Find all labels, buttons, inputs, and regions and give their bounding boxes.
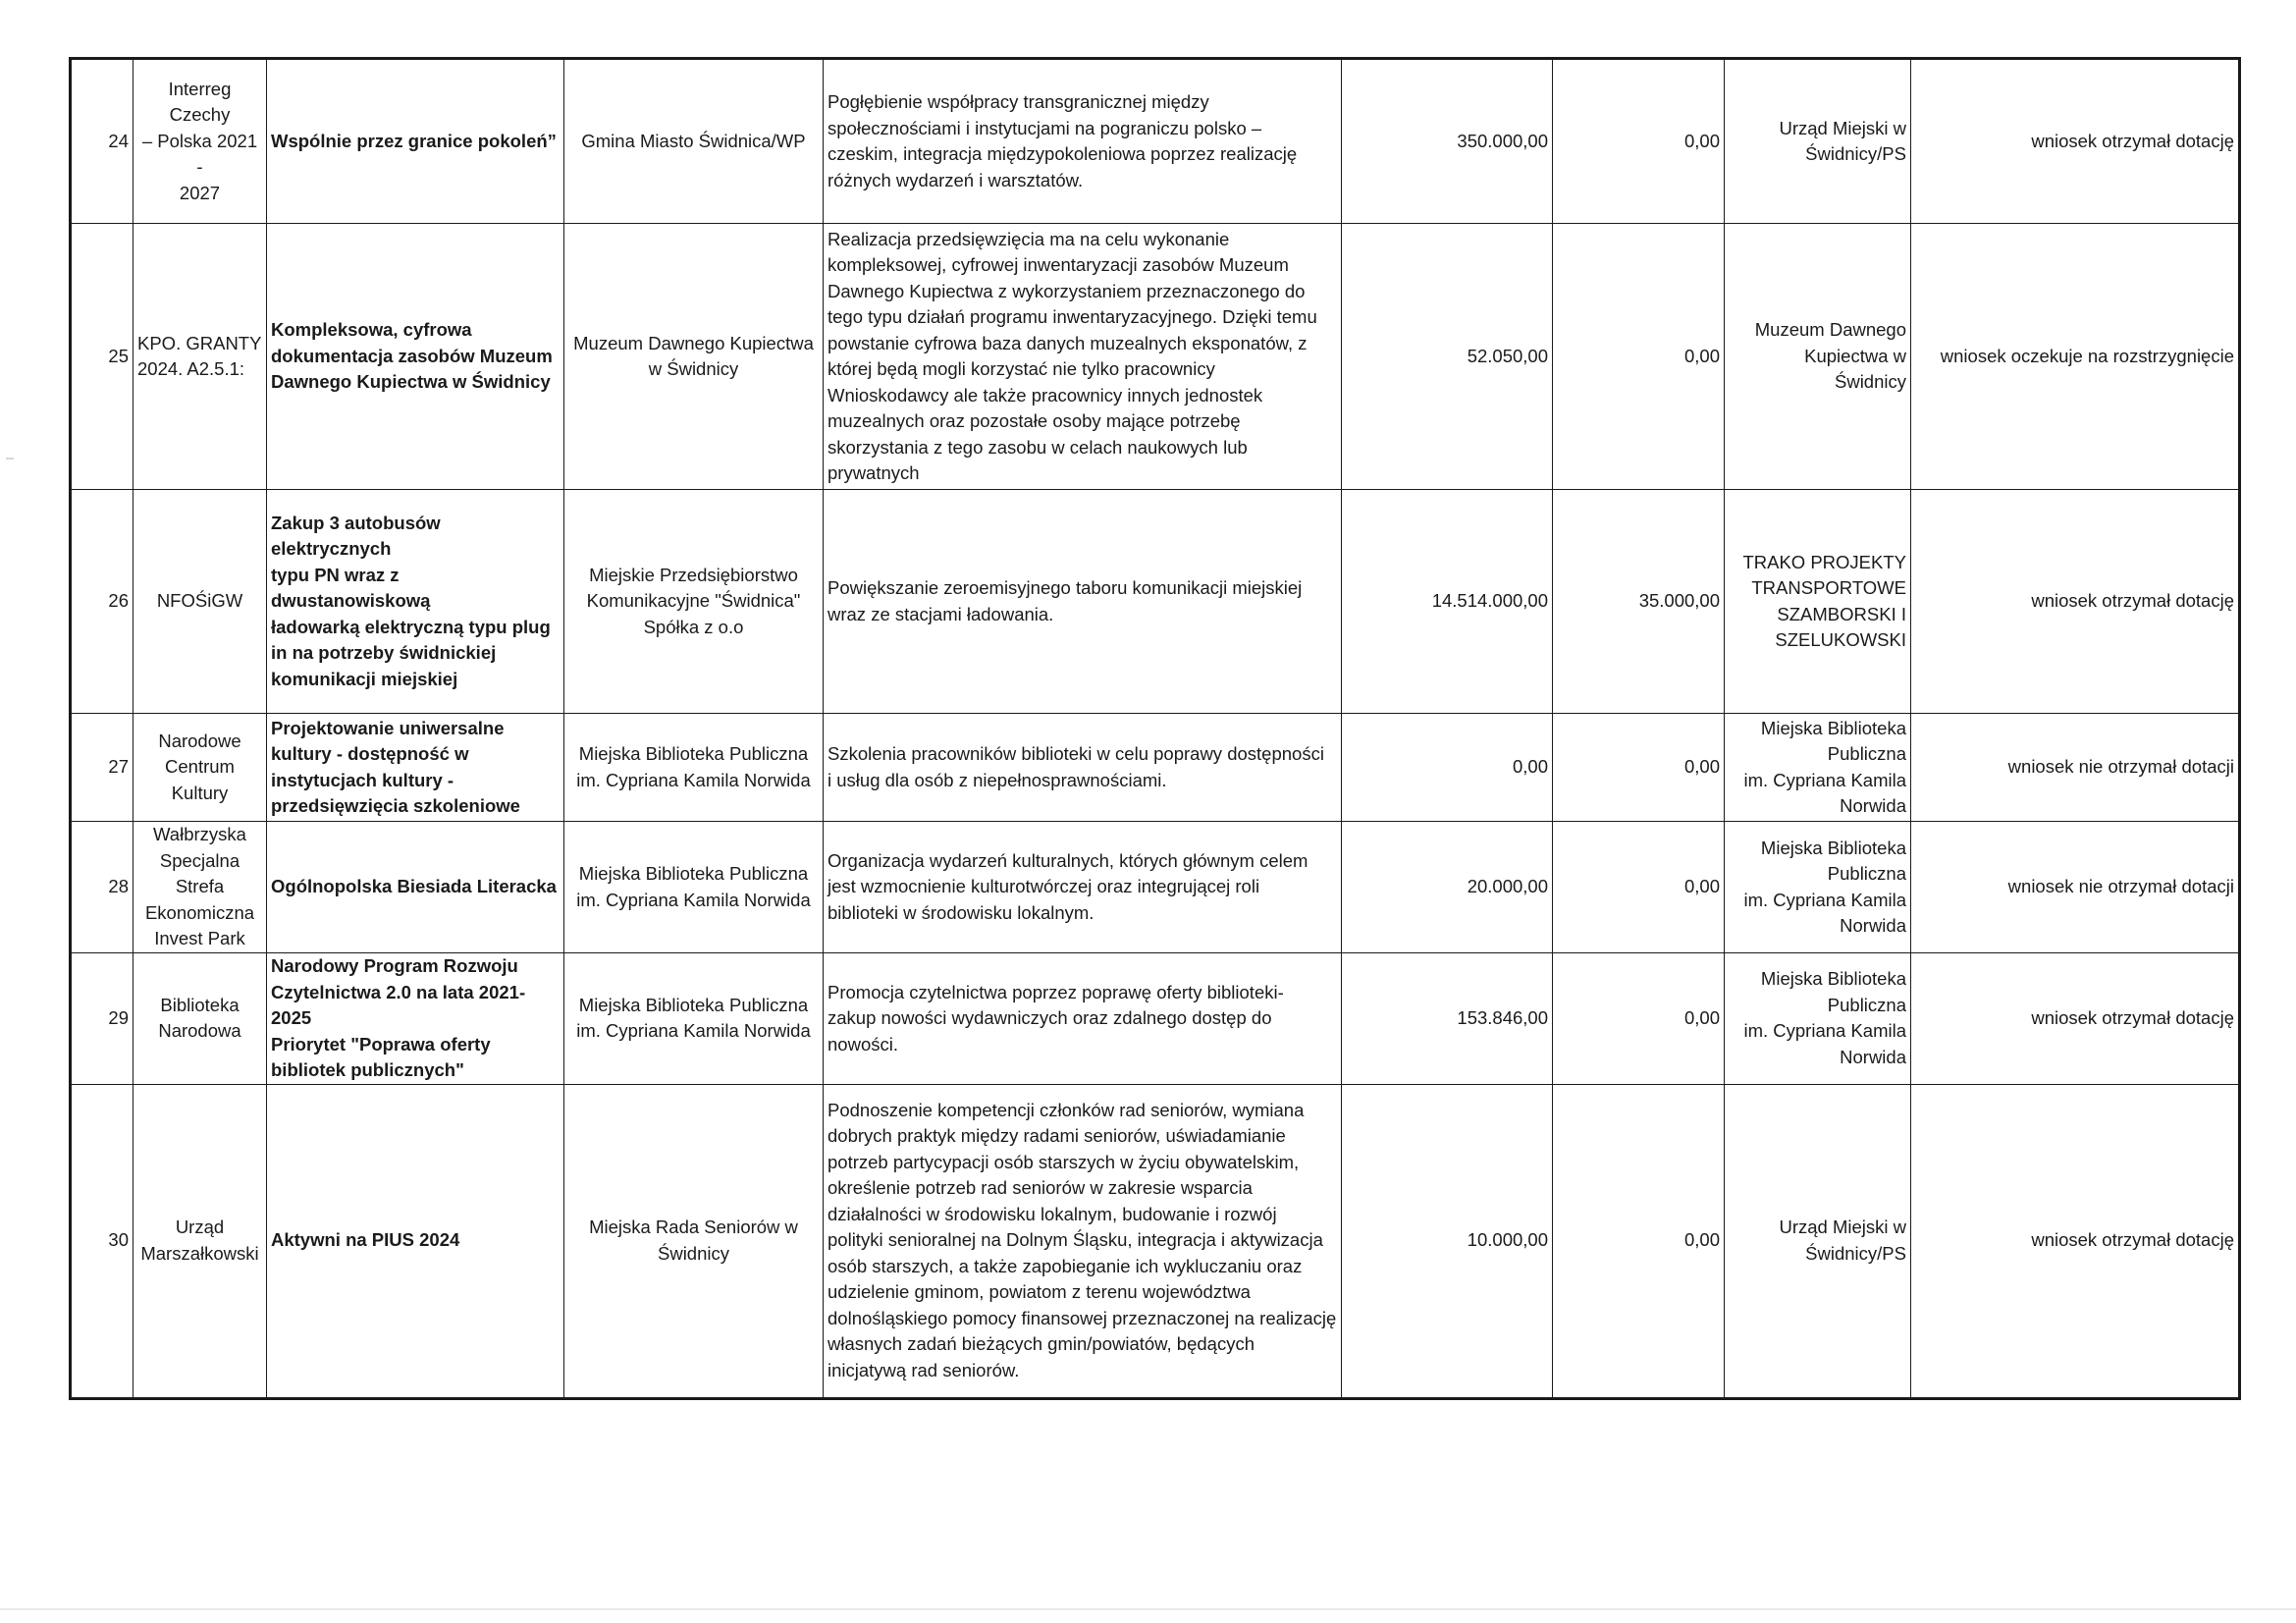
- projects-table: [69, 57, 2241, 1400]
- funding-source: NFOŚiGW: [133, 490, 267, 714]
- project-description: Realizacja przedsięwzięcia ma na celu wykonanie kompleksowej, cyfrowej inwentaryzacji zasobów Muzeum Dawnego Kupiectwa z wykorzystaniem przeznaczonego do tego typu działań programu inwentaryzacyjnego. Dzięki temu powstanie cyfrowa baza danych muzealnych eksponatów, z której będą mogli korzystać nie tylko pracownicy Wnioskodawcy ale także pracownicy innych jednostek muzealnych oraz pozostałe osoby mające potrzebę skorzystania z tego zasobu w celach naukowych lub prywatnych: [824, 224, 1342, 490]
- project-value: 10.000,00: [1342, 1084, 1553, 1398]
- own-contribution: 0,00: [1553, 1084, 1725, 1398]
- project-description: Organizacja wydarzeń kulturalnych, których głównym celem jest wzmocnienie kulturotwórczej oraz integrującej roli biblioteki w środowisku lokalnym.: [824, 822, 1342, 953]
- row-number: 26: [71, 490, 133, 714]
- project-description: Promocja czytelnictwa poprzez poprawę oferty biblioteki- zakup nowości wydawniczych oraz zdalnego dostęp do nowości.: [824, 953, 1342, 1085]
- project-description: Pogłębienie współpracy transgranicznej między społecznościami i instytucjami na pograniczu polsko – czeskim, integracja międzypokoleniowa poprzez realizację różnych wydarzeń i warsztatów.: [824, 59, 1342, 224]
- status-text: wniosek otrzymał dotację: [1911, 953, 2240, 1085]
- table-row: [71, 822, 2240, 953]
- project-title: Ogólnopolska Biesiada Literacka: [267, 822, 564, 953]
- row-number: 24: [71, 59, 133, 224]
- project-title: Aktywni na PIUS 2024: [267, 1084, 564, 1398]
- project-description: Szkolenia pracowników biblioteki w celu poprawy dostępności i usług dla osób z niepełnosprawnościami.: [824, 714, 1342, 822]
- project-value: 20.000,00: [1342, 822, 1553, 953]
- partner: Miejska Biblioteka Publiczna im. Cypriana Kamila Norwida: [1725, 822, 1911, 953]
- project-title: Wspólnie przez granice pokoleń”: [267, 59, 564, 224]
- own-contribution: 0,00: [1553, 714, 1725, 822]
- own-contribution: 0,00: [1553, 953, 1725, 1085]
- status-text: wniosek otrzymał dotację: [1911, 1084, 2240, 1398]
- applicant: Miejska Biblioteka Publiczna im. Cypriana Kamila Norwida: [564, 822, 824, 953]
- funding-source: Urząd Marszałkowski: [133, 1084, 267, 1398]
- project-value: 350.000,00: [1342, 59, 1553, 224]
- project-description: Podnoszenie kompetencji członków rad seniorów, wymiana dobrych praktyk między radami seniorów, uświadamianie potrzeb partycypacji osób starszych w życiu obywatelskim, określenie potrzeb rad seniorów w zakresie wsparcia działalności w środowisku lokalnym, budowanie i rozwój polityki senioralnej na Dolnym Śląsku, integracja i aktywizacja osób starszych, a także zapobieganie ich wykluczaniu oraz udzielenie gminom, powiatom z terenu województwa dolnośląskiego pomocy finansowej przeznaczonej na realizację własnych zadań bieżących gmin/powiatów, będących inicjatywą rad seniorów.: [824, 1084, 1342, 1398]
- partner: Urząd Miejski w Świdnicy/PS: [1725, 1084, 1911, 1398]
- scan-bottom-edge: [0, 1608, 2296, 1610]
- projects-table-container: [69, 57, 2238, 1400]
- row-number: 28: [71, 822, 133, 953]
- funding-source: Narodowe Centrum Kultury: [133, 714, 267, 822]
- partner: Miejska Biblioteka Publiczna im. Cypriana Kamila Norwida: [1725, 953, 1911, 1085]
- applicant: Miejska Biblioteka Publiczna im. Cypriana Kamila Norwida: [564, 714, 824, 822]
- applicant: Miejskie Przedsiębiorstwo Komunikacyjne "Świdnica" Spółka z o.o: [564, 490, 824, 714]
- scan-edge-mark: [6, 458, 14, 460]
- partner: Urząd Miejski w Świdnicy/PS: [1725, 59, 1911, 224]
- partner: TRAKO PROJEKTY TRANSPORTOWE SZAMBORSKI I SZELUKOWSKI: [1725, 490, 1911, 714]
- row-number: 29: [71, 953, 133, 1085]
- table-row: [71, 953, 2240, 1085]
- own-contribution: 0,00: [1553, 822, 1725, 953]
- own-contribution: 35.000,00: [1553, 490, 1725, 714]
- status-text: wniosek nie otrzymał dotacji: [1911, 822, 2240, 953]
- applicant: Miejska Biblioteka Publiczna im. Cypriana Kamila Norwida: [564, 953, 824, 1085]
- status-text: wniosek otrzymał dotację: [1911, 59, 2240, 224]
- project-value: 52.050,00: [1342, 224, 1553, 490]
- table-row: [71, 224, 2240, 490]
- table-row: [71, 714, 2240, 822]
- status-text: wniosek nie otrzymał dotacji: [1911, 714, 2240, 822]
- own-contribution: 0,00: [1553, 224, 1725, 490]
- partner: Miejska Biblioteka Publiczna im. Cypriana Kamila Norwida: [1725, 714, 1911, 822]
- project-title: Narodowy Program Rozwoju Czytelnictwa 2.0 na lata 2021-2025 Priorytet "Poprawa oferty bibliotek publicznych": [267, 953, 564, 1085]
- project-title: Kompleksowa, cyfrowa dokumentacja zasobów Muzeum Dawnego Kupiectwa w Świdnicy: [267, 224, 564, 490]
- applicant: Muzeum Dawnego Kupiectwa w Świdnicy: [564, 224, 824, 490]
- project-description: Powiększanie zeroemisyjnego taboru komunikacji miejskiej wraz ze stacjami ładowania.: [824, 490, 1342, 714]
- project-title: Projektowanie uniwersalne kultury - dostępność w instytucjach kultury - przedsięwzięcia szkoleniowe: [267, 714, 564, 822]
- table-row: [71, 1084, 2240, 1398]
- project-value: 0,00: [1342, 714, 1553, 822]
- project-title: Zakup 3 autobusów elektrycznych typu PN wraz z dwustanowiskową ładowarką elektryczną typu plug in na potrzeby świdnickiej komunikacji miejskiej: [267, 490, 564, 714]
- row-number: 30: [71, 1084, 133, 1398]
- row-number: 27: [71, 714, 133, 822]
- applicant: Gmina Miasto Świdnica/WP: [564, 59, 824, 224]
- own-contribution: 0,00: [1553, 59, 1725, 224]
- funding-source: Biblioteka Narodowa: [133, 953, 267, 1085]
- funding-source: Wałbrzyska Specjalna Strefa Ekonomiczna Invest Park: [133, 822, 267, 953]
- project-value: 14.514.000,00: [1342, 490, 1553, 714]
- funding-source: Interreg Czechy – Polska 2021 - 2027: [133, 59, 267, 224]
- row-number: 25: [71, 224, 133, 490]
- partner: Muzeum Dawnego Kupiectwa w Świdnicy: [1725, 224, 1911, 490]
- table-row: [71, 59, 2240, 224]
- status-text: wniosek otrzymał dotację: [1911, 490, 2240, 714]
- funding-source: KPO. GRANTY 2024. A2.5.1:: [133, 224, 267, 490]
- applicant: Miejska Rada Seniorów w Świdnicy: [564, 1084, 824, 1398]
- project-value: 153.846,00: [1342, 953, 1553, 1085]
- table-row: [71, 490, 2240, 714]
- status-text: wniosek oczekuje na rozstrzygnięcie: [1911, 224, 2240, 490]
